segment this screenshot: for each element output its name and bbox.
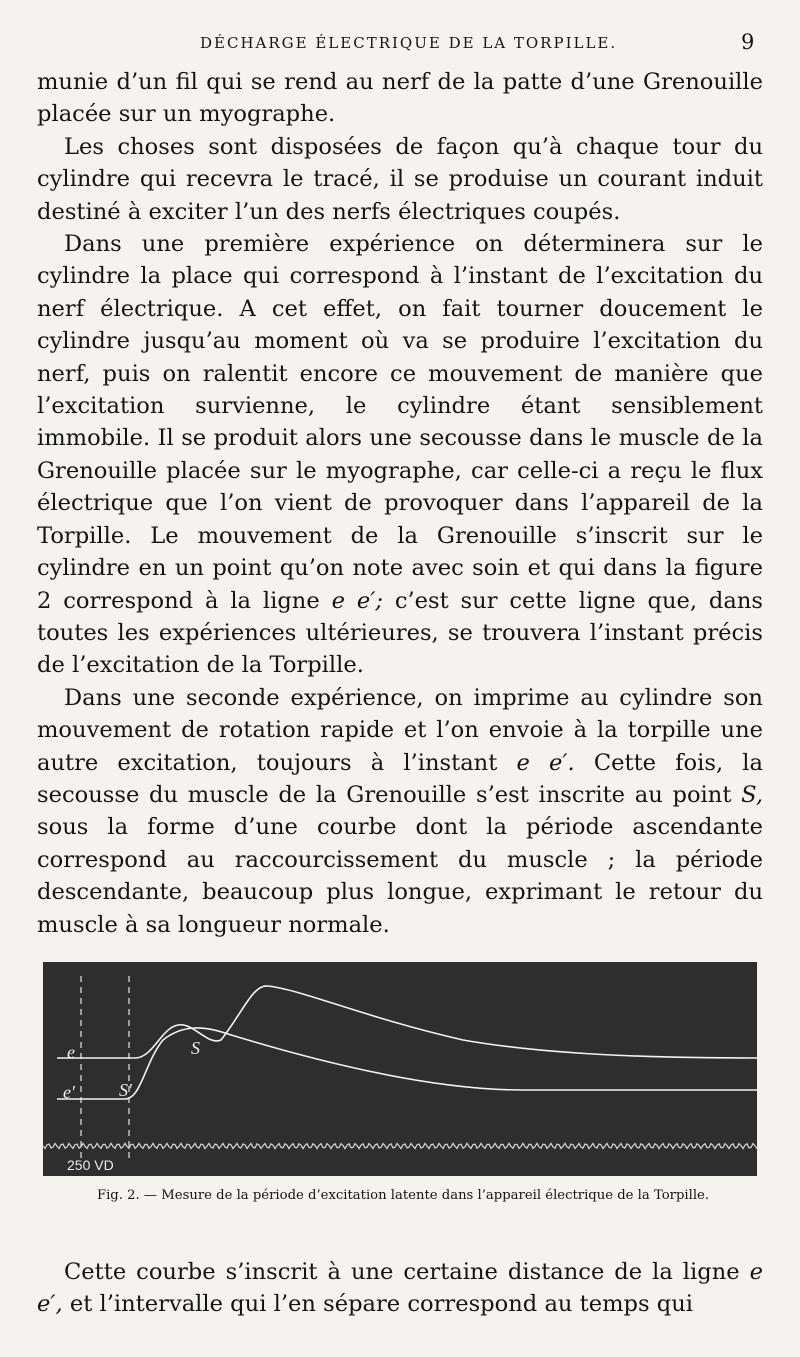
paragraph-5-part-a: Cette courbe s’inscrit à une certaine distance de la ligne <box>64 1259 750 1285</box>
page-number: 9 <box>741 30 755 54</box>
paragraph-3-part-b: c’est sur cette ligne que, dans toutes les expériences ultérieures, se trouvera l’instant précis de l’excitation de la Torpille. <box>37 587 763 679</box>
instant-ee-mark: e e′. <box>516 749 575 776</box>
figure-caption: Fig. 2. — Mesure de la période d’excitation latente dans l’appareil électrique de la Torpille. <box>96 1188 710 1203</box>
chronograph-label: 250 VD <box>67 1157 114 1173</box>
paragraph-4-part-a: Dans une seconde expérience, on imprime au cylindre son mouvement de rotation rapide et l’on envoie à la torpille une autre excitation, toujours à l’instant <box>37 684 763 776</box>
paragraph-4 <box>37 682 763 941</box>
paragraph-5-part-b: et l’intervalle qui l’en sépare correspond au temps qui <box>62 1291 694 1318</box>
running-header <box>0 30 800 62</box>
label-e-prime: e′ <box>63 1082 75 1102</box>
tail-text <box>37 1256 763 1321</box>
body-text <box>37 66 763 941</box>
label-e: e <box>67 1042 75 1062</box>
paragraph-5 <box>37 1256 763 1321</box>
line-ee-mark-2: e e′, <box>37 1259 763 1318</box>
paragraph-3 <box>37 228 763 682</box>
figure-background <box>43 962 757 1176</box>
paragraph-3-part-a: Dans une première expérience on déterminera sur le cylindre la place qui correspond à l’instant de l’excitation du nerf électrique. A cet effet, on fait tourner doucement le cylindre jusqu’au moment où va se produire l’excitation du nerf, puis on ralentit encore ce mouvement de manière que l’excitation survienne, le cylindre étant sensiblement immobile. Il se produit alors une secousse dans le muscle de la Grenouille placée sur le myographe, car celle-ci a reçu le flux électrique que l’on vient de provoquer dans l’appareil de la Torpille. Le mouvement de la Grenouille s’inscrit sur le cylindre en un point qu’on note avec soin et qui dans la figure 2 correspond à la ligne <box>37 231 763 614</box>
paragraph-4-part-b: Cette fois, la secousse du muscle de la Grenouille s’est inscrite au point <box>37 749 763 808</box>
line-ee-mark: e e′; <box>331 587 383 614</box>
label-s-upper: S <box>191 1038 200 1058</box>
figure-2-tracing <box>43 962 757 1176</box>
paragraph-2: Les choses sont disposées de façon qu’à chaque tour du cylindre qui recevra le tracé, il se produise un courant induit destiné à exciter l’un des nerfs électriques coupés. <box>37 133 763 225</box>
running-title: DÉCHARGE ÉLECTRIQUE DE LA TORPILLE. <box>200 34 618 52</box>
myograph-tracing <box>43 962 757 1176</box>
label-s-lower: S′ <box>119 1080 132 1100</box>
paragraph-4-part-c: sous la forme d’une courbe dont la période ascendante correspond au raccourcissement du muscle ; la période descendante, beaucoup plus longue, exprimant le retour du muscle à sa longueur normale. <box>37 814 763 938</box>
point-s-mark: S, <box>741 781 763 808</box>
paragraph-1: munie d’un fil qui se rend au nerf de la patte d’une Grenouille placée sur un myographe. <box>37 69 763 128</box>
